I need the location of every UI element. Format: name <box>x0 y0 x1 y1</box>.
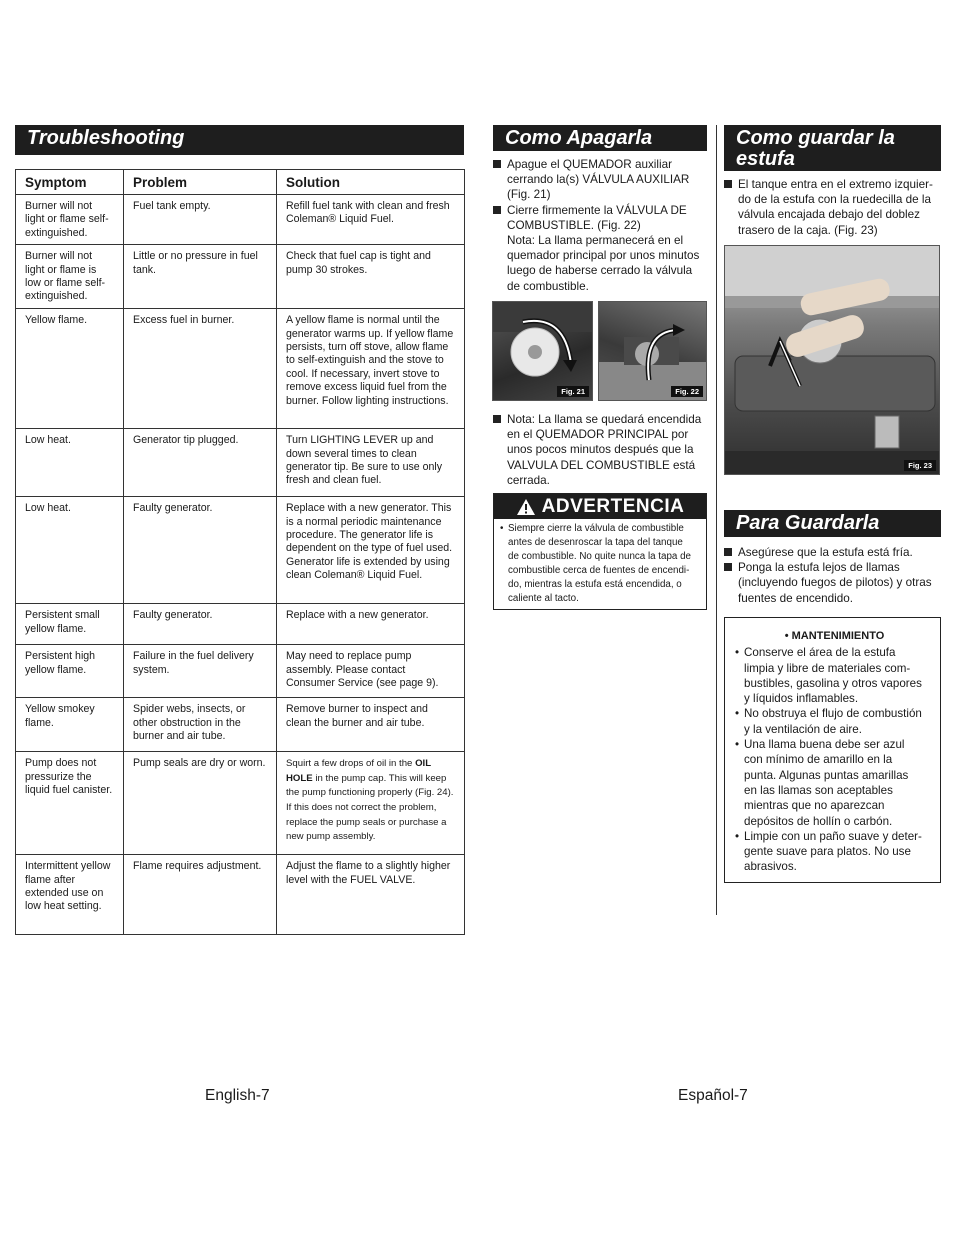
table-row <box>16 645 465 698</box>
step-list-item: Apague el QUEMADOR auxiliar cerrando la(s) VÁLVULA AUXILIAR (Fig. 21) <box>493 157 707 203</box>
step-list-item: Cierre firmemente la VÁLVULA DE COMBUSTIBLE. (Fig. 22) Nota: La llama permanecerá en el quemador principal por unos minutos luego de haberse cerrado la válvula de combustible. <box>493 203 707 294</box>
fig23-photo <box>724 245 940 475</box>
advertencia-text: • Siempre cierre la válvula de combustible antes de desenroscar la tapa del tanque de combustible. No quite nunca la tapa de combustible cerca de fuentes de encendi- do, mientras la estufa está encendida, o caliente al tacto. <box>494 519 706 606</box>
symptom-cell: Yellow smokey flame. <box>16 698 124 752</box>
table-row <box>16 855 465 935</box>
solution-cell: Check that fuel cap is tight and pump 30 strokes. <box>277 245 465 309</box>
mantenimiento-item: • Una llama buena debe ser azul con mínimo de amarillo en la punta. Algunas puntas amarillas en las llamas son aceptables mientras que no aparezcan depósitos de hollín o carbón. <box>735 737 934 829</box>
advertencia-box <box>493 493 707 610</box>
guardarla-list-item: Asegúrese que la estufa está fría. <box>724 545 941 560</box>
fig23-label: Fig. 23 <box>904 460 936 471</box>
fig21-photo <box>492 301 593 401</box>
como-apagarla-title: Como Apagarla <box>493 125 707 151</box>
solution-cell: Replace with a new generator. This is a normal periodic maintenance procedure. The generator life is dependent on the type of fuel used. Generator life is extended by using clean Coleman® Liquid Fuel. <box>277 497 465 604</box>
apagarla-steps <box>493 157 707 294</box>
table-row <box>16 429 465 497</box>
solution-cell: Replace with a new generator. <box>277 604 465 645</box>
problem-cell: Flame requires adjustment. <box>124 855 277 935</box>
symptom-cell: Persistent small yellow flame. <box>16 604 124 645</box>
table-row <box>16 604 465 645</box>
mantenimiento-box <box>724 617 941 883</box>
mantenimiento-title: • MANTENIMIENTO <box>784 630 885 642</box>
troubleshooting-table <box>15 169 465 935</box>
problem-cell: Generator tip plugged. <box>124 429 277 497</box>
problem-cell: Pump seals are dry or worn. <box>124 752 277 855</box>
page-number-english: English-7 <box>205 1087 270 1104</box>
tank-storage-illustration <box>725 246 940 475</box>
warning-icon <box>516 498 536 516</box>
guardarla-list-item: Ponga la estufa lejos de llamas (incluyendo fuegos de pilotos) y otras fuentes de encendido. <box>724 560 941 606</box>
header-solution: Solution <box>277 170 465 195</box>
header-symptom: Symptom <box>16 170 124 195</box>
fig21-label: Fig. 21 <box>557 386 589 397</box>
table-row <box>16 497 465 604</box>
apagarla-note <box>493 412 707 488</box>
table-row <box>16 195 465 245</box>
symptom-cell: Low heat. <box>16 497 124 604</box>
header-problem: Problem <box>124 170 277 195</box>
problem-cell: Spider webs, insects, or other obstruction in the burner and air tube. <box>124 698 277 752</box>
fig22-photo <box>598 301 707 401</box>
problem-cell: Faulty generator. <box>124 604 277 645</box>
table-row <box>16 309 465 429</box>
symptom-cell: Pump does not pressurize the liquid fuel canister. <box>16 752 124 855</box>
advertencia-header <box>494 494 706 519</box>
guardar-list-item: El tanque entra en el extremo izquier- do de la estufa con la ruedecilla de la válvula encajada debajo del doblez trasero de la caja. (Fig. 23) <box>724 177 941 238</box>
problem-cell: Excess fuel in burner. <box>124 309 277 429</box>
mantenimiento-item: • Conserve el área de la estufa limpia y libre de materiales com- bustibles, gasolina y otros vapores y líquidos inflamables. <box>735 645 934 706</box>
column-divider <box>716 125 717 915</box>
para-guardarla-text <box>724 545 941 606</box>
symptom-cell: Low heat. <box>16 429 124 497</box>
table-row <box>16 698 465 752</box>
problem-cell: Fuel tank empty. <box>124 195 277 245</box>
solution-cell: Squirt a few drops of oil in the OIL HOLE in the pump cap. This will keep the pump functioning properly (Fig. 24). If this does not correct the problem, replace the pump seals or purchase a new pump assembly. <box>277 752 465 855</box>
como-guardar-title: Como guardar la estufa <box>724 125 941 171</box>
solution-cell: Refill fuel tank with clean and fresh Coleman® Liquid Fuel. <box>277 195 465 245</box>
mantenimiento-item: • Limpie con un paño suave y deter- gente suave para platos. No use abrasivos. <box>735 829 934 875</box>
note-list-item: Nota: La llama se quedará encendida en el QUEMADOR PRINCIPAL por unos pocos minutos después que la VALVULA DEL COMBUSTIBLE está cerrada. <box>493 412 707 488</box>
table-row <box>16 245 465 309</box>
symptom-cell: Burner will not light or flame is low or flame self-extinguished. <box>16 245 124 309</box>
problem-cell: Little or no pressure in fuel tank. <box>124 245 277 309</box>
page-number-espanol: Español-7 <box>678 1087 748 1104</box>
para-guardarla-title: Para Guardarla <box>724 510 941 537</box>
mantenimiento-item: • No obstruya el flujo de combustión y la ventilación de aire. <box>735 706 934 737</box>
problem-cell: Faulty generator. <box>124 497 277 604</box>
troubleshooting-title: Troubleshooting <box>15 125 464 155</box>
fig22-label: Fig. 22 <box>671 386 703 397</box>
symptom-cell: Persistent high yellow flame. <box>16 645 124 698</box>
problem-cell: Failure in the fuel delivery system. <box>124 645 277 698</box>
symptom-cell: Burner will not light or flame self-extinguished. <box>16 195 124 245</box>
symptom-cell: Yellow flame. <box>16 309 124 429</box>
solution-cell: A yellow flame is normal until the generator warms up. If yellow flame persists, turn off stove, allow flame to self-extinguish and the stove to cool. If necessary, invert stove to remove excess liquid fuel from the burner. Follow lighting instructions. <box>277 309 465 429</box>
symptom-cell: Intermittent yellow flame after extended use on low heat setting. <box>16 855 124 935</box>
solution-cell: Remove burner to inspect and clean the burner and air tube. <box>277 698 465 752</box>
oil-hole-label: OIL HOLE <box>286 758 431 784</box>
guardar-text <box>724 177 941 238</box>
advertencia-title: ADVERTENCIA <box>541 495 685 517</box>
solution-cell: May need to replace pump assembly. Please contact Consumer Service (see page 9). <box>277 645 465 698</box>
table-header-row <box>16 170 465 195</box>
table-row <box>16 752 465 855</box>
solution-cell: Turn LIGHTING LEVER up and down several times to clean generator tip. Be sure to use only fresh and clean fuel. <box>277 429 465 497</box>
solution-cell: Adjust the flame to a slightly higher level with the FUEL VALVE. <box>277 855 465 935</box>
